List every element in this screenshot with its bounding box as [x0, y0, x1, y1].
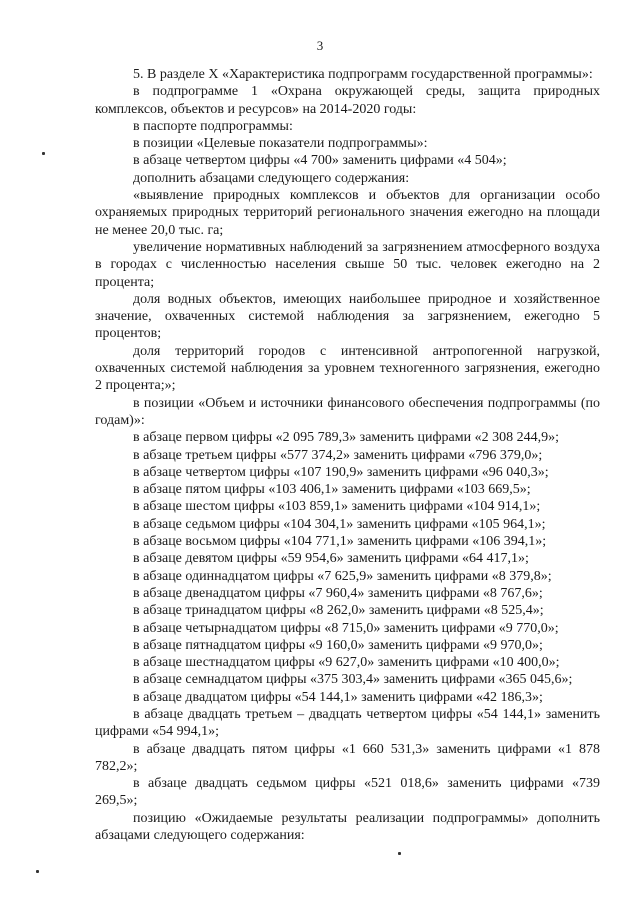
- page-number: 3: [316, 38, 324, 53]
- scan-artifact: [42, 152, 45, 155]
- paragraph: в паспорте подпрограммы:: [133, 118, 293, 134]
- paragraph: в позиции «Целевые показатели подпрограммы»:: [133, 136, 428, 152]
- paragraph: в абзаце двадцать пятом цифры «1 660 531,3» заменить цифрами «1 878 782,2»;: [95, 741, 600, 774]
- paragraph: в абзаце девятом цифры «59 954,6» заменить цифрами «64 417,1»;: [133, 551, 529, 567]
- paragraph: в абзаце шестом цифры «103 859,1» заменить цифрами «104 914,1»;: [133, 499, 541, 515]
- paragraph: в абзаце одиннадцатом цифры «7 625,9» заменить цифрами «8 379,8»;: [133, 568, 552, 584]
- paragraph: в абзаце третьем цифры «577 374,2» заменить цифрами «796 379,0»;: [133, 447, 543, 463]
- paragraph: в абзаце двадцатом цифры «54 144,1» заменить цифрами «42 186,3»;: [133, 689, 543, 705]
- paragraph: доля водных объектов, имеющих наибольшее природное и хозяйственное значение, охваченных системой наблюдения за загрязнением, ежегодно 5 процентов;: [95, 291, 600, 342]
- paragraph: в абзаце пятнадцатом цифры «9 160,0» заменить цифрами «9 970,0»;: [133, 637, 543, 653]
- paragraph: в позиции «Объем и источники финансового обеспечения подпрограммы (по годам)»:: [95, 395, 600, 428]
- paragraph: в абзаце четвертом цифры «4 700» заменить цифрами «4 504»;: [133, 153, 507, 169]
- paragraph: позицию «Ожидаемые результаты реализации подпрограммы» дополнить абзацами следующего содержания:: [95, 810, 600, 844]
- paragraph: 5. В разделе X «Характеристика подпрограмм государственной программы»:: [133, 67, 593, 82]
- paragraph: «выявление природных комплексов и объектов для организации особо охраняемых природных территорий регионального значения ежегодно на площади не менее 20,0 тыс. га;: [95, 188, 600, 238]
- paragraph: в абзаце шестнадцатом цифры «9 627,0» заменить цифрами «10 400,0»;: [133, 655, 560, 671]
- scan-artifact: [398, 852, 401, 855]
- paragraph: в абзаце четвертом цифры «107 190,9» заменить цифрами «96 040,3»;: [133, 464, 549, 480]
- paragraph: в абзаце четырнадцатом цифры «8 715,0» заменить цифрами «9 770,0»;: [133, 620, 559, 636]
- document-body: [95, 66, 600, 844]
- paragraph: в абзаце пятом цифры «103 406,1» заменить цифрами «103 669,5»;: [133, 482, 531, 498]
- paragraph: в абзаце восьмом цифры «104 771,1» заменить цифрами «106 394,1»;: [133, 534, 547, 550]
- paragraph: в абзаце тринадцатом цифры «8 262,0» заменить цифрами «8 525,4»;: [133, 603, 544, 619]
- scan-artifact: [36, 870, 39, 873]
- paragraph: в абзаце двадцать седьмом цифры «521 018,6» заменить цифрами «739 269,5»;: [95, 776, 600, 809]
- paragraph: в абзаце первом цифры «2 095 789,3» заменить цифрами «2 308 244,9»;: [133, 430, 559, 446]
- paragraph: увеличение нормативных наблюдений за загрязнением атмосферного воздуха в городах с численностью населения свыше 50 тыс. человек ежегодно на 2 процента;: [95, 239, 600, 290]
- paragraph: в абзаце двадцать третьем – двадцать четвертом цифры «54 144,1» заменить цифрами «54 994,1»;: [95, 706, 600, 740]
- paragraph: в абзаце седьмом цифры «104 304,1» заменить цифрами «105 964,1»;: [133, 516, 546, 532]
- paragraph: в абзаце двенадцатом цифры «7 960,4» заменить цифрами «8 767,6»;: [133, 585, 543, 601]
- paragraph: в абзаце семнадцатом цифры «375 303,4» заменить цифрами «365 045,6»;: [133, 672, 573, 688]
- paragraph: в подпрограмме 1 «Охрана окружающей среды, защита природных комплексов, объектов и ресурсов» на 2014-2020 годы:: [95, 84, 600, 117]
- paragraph: доля территорий городов с интенсивной антропогенной нагрузкой, охваченных системой наблюдения за уровнем техногенного загрязнения, ежегодно 2 процента;»;: [95, 343, 600, 394]
- paragraph: дополнить абзацами следующего содержания:: [133, 170, 410, 186]
